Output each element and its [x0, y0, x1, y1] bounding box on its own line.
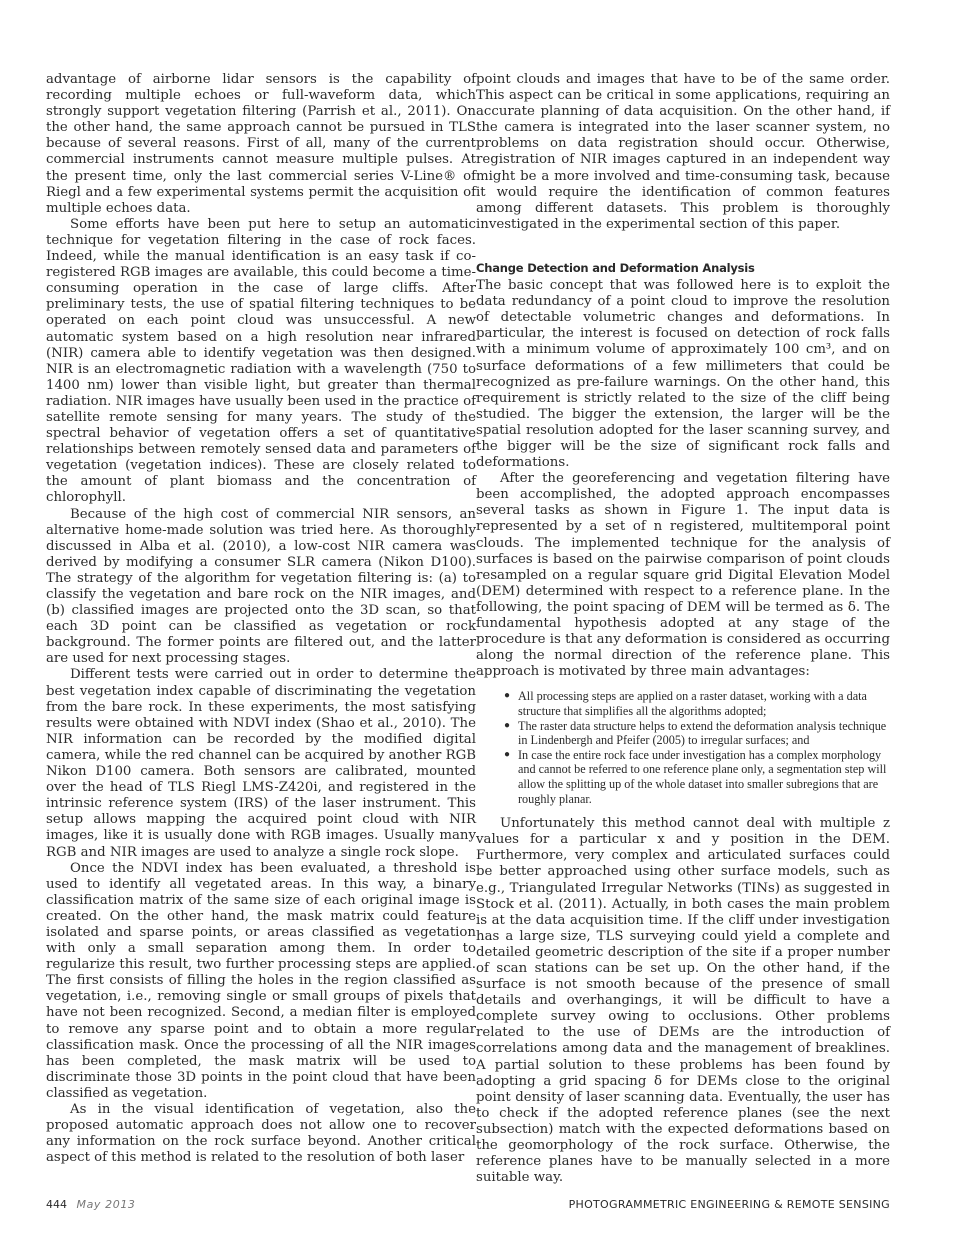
- paragraph: After the georeferencing and vegetation filtering have been accomplished, the adopted approach encompasses several tasks as shown in Figure 1. The input data is represented by a set of n registered, multitemporal point clouds. The implemented technique for the analysis of surfaces is based on the pairwise comparison of point clouds resampled on a regular square grid Digital Elevation Model (DEM) determined with respect to a reference plane. In the following, the point spacing of DEM will be termed as δ. The fundamental hypothesis adopted at any stage of the procedure is that any deformation is considered as occurring along the normal direction of the reference plane. This approach is motivated by three main advantages:: [476, 471, 890, 680]
- advantages-list: [504, 689, 890, 806]
- page-number: 444: [46, 1198, 67, 1211]
- right-column: [476, 72, 890, 1186]
- list-item: ● In case the entire rock face under investigation has a complex morphology and cannot be referred to one reference plane only, a segmentation step will allow the splitting up of the whole dataset into smaller subregions that are roughly planar.: [504, 748, 890, 806]
- paragraph: Some efforts have been put here to setup an automatic technique for vegetation filtering in the case of rock faces. Indeed, while the manual identification is an easy task if co-registered RGB images are available, this could become a time-consuming operation in the case of large cliffs. After preliminary tests, the use of spatial filtering techniques to be operated on each point cloud was unsuccessful. A new automatic system based on a high resolution near infrared (NIR) camera able to identify vegetation was then designed. NIR is an electromagnetic radiation with a wavelength (750 to 1400 nm) lower than visible light, but greater than thermal radiation. NIR images have usually been used in the practice of satellite remote sensing for many years. The study of the spectral behavior of vegetation offers a set of quantitative relationships between remotely sensed data and parameters of vegetation (vegetation indices). These are closely related to the amount of plant biomass and the concentration of chlorophyll.: [46, 216, 476, 506]
- paragraph: Once the NDVI index has been evaluated, a threshold is used to identify all vegetated areas. In this way, a binary classification matrix of the same size of each original image is created. On the other hand, the mask matrix could feature isolated and sparse points, or areas classified as vegetation with only a small separation among them. In order to regularize this result, two further processing steps are applied. The first consists of filling the holes in the region classified as vegetation, i.e., removing single or small groups of pixels that have not been recognized. Second, a median filter is employed to remove any sparse point and to obtain a more regular classification mask. Once the processing of all the NIR images has been completed, the mask matrix will be used to discriminate those 3D points in the point cloud that have been classified as vegetation.: [46, 860, 476, 1101]
- paragraph: As in the visual identification of vegetation, also the proposed automatic approach does not allow one to recover any information on the rock surface beyond. Another critical aspect of this method is related to the resolution of both laser: [46, 1102, 476, 1166]
- paragraph: Because of the high cost of commercial NIR sensors, an alternative home-made solution was tried here. As thoroughly discussed in Alba et al. (2010), a low-cost NIR camera was derived by modifying a consumer SLR camera (Nikon D100). The strategy of the algorithm for vegetation filtering is: (a) to classify the vegetation and bare rock on the NIR images, and (b) classified images are projected onto the 3D scan, so that each 3D point can be classified as vegetation or rock background. The former points are filtered out, and the latter are used for next processing stages.: [46, 506, 476, 667]
- list-item: ● The raster data structure helps to extend the deformation analysis technique in Lindenbergh and Pfeifer (2005) to irregular surfaces; and: [504, 719, 890, 748]
- section-heading: Change Detection and Deformation Analysis: [476, 260, 755, 275]
- paragraph: Different tests were carried out in order to determine the best vegetation index capable of discriminating the vegetation from the bare rock. In these experiments, the most satisfying results were obtained with NDVI index (Shao et al., 2010). The NIR information can be recorded by the modified digital camera, while the red channel can be acquired by another RGB Nikon D100 camera. Both sensors are calibrated, mounted over the head of TLS Riegl LMS-Z420i, and registered in the intrinsic reference system (IRS) of the laser instrument. This setup allows mapping the acquired point cloud with NIR images, like it is usually done with RGB images. Usually many RGB and NIR images are used to analyze a single rock slope.: [46, 667, 476, 860]
- page-footer-left: [46, 1198, 136, 1211]
- journal-name: PHOTOGRAMMETRIC ENGINEERING & REMOTE SENSING: [568, 1198, 890, 1211]
- left-column: [46, 72, 476, 1166]
- list-item: ● All processing steps are applied on a raster dataset, working with a data structure that simplifies all the algorithms adopted;: [504, 689, 890, 718]
- issue-date: May 2013: [76, 1198, 136, 1211]
- paragraph: advantage of airborne lidar sensors is the capability of recording multiple echoes or full-waveform data, which strongly support vegetation filtering (Parrish et al., 2011). On the other hand, the same approach cannot be pursued in TLS because of several reasons. First of all, many of the current commercial instruments cannot measure multiple pulses. At the present time, only the last commercial series V-Line® of Riegl and a few experimental systems permit the acquisition of multiple echoes data.: [46, 72, 476, 216]
- paragraph: The basic concept that was followed here is to exploit the data redundancy of a point cloud to improve the resolution of detectable volumetric changes and deformations. In particular, the interest is focused on detection of rock falls with a minimum volume of approximately 100 cm³, and on surface deformations of a few millimeters that could be recognized as pre-failure warnings. On the other hand, this requirement is strictly related to the size of the cliff being studied. The bigger the extension, the larger will be the spatial resolution adopted for the laser scanning survey, and the bigger will be the size of significant rock falls and deformations.: [476, 278, 890, 471]
- paragraph: point clouds and images that have to be of the same order. This aspect can be critical in some applications, requiring an accurate planning of data acquisition. On the other hand, if the camera is integrated into the laser scanner system, no problems on data registration should occur. Otherwise, registration of NIR images captured in an independent way might be a more involved and time-consuming task, because it would require the identification of common features among different datasets. This problem is thoroughly investigated in the experimental section of this paper.: [476, 72, 890, 232]
- paragraph: Unfortunately this method cannot deal with multiple z values for a particular x and y position in the DEM. Furthermore, very complex and articulated surfaces could be better approached using other surface models, such as e.g., Triangulated Irregular Networks (TINs) as suggested in Stock et al. (2011). Actually, in both cases the main problem is at the data acquisition time. If the cliff under investigation has a large size, TLS surveying could yield a complete and detailed geometric description of the site if a proper number of scan stations can be set up. On the other hand, if the surface is not smooth because of the presence of small details and overhangings, it will be difficult to have a complete survey owing to occlusions. Other problems related to the use of DEMs are the introduction of correlations among data and the management of breaklines. A partial solution to these problems has been found by adopting a grid spacing δ for DEMs close to the original point density of laser scanning data. Eventually, the user has to check if the adopted reference planes (see the next subsection) match with the expected deformations based on the geomorphology of the rock surface. Otherwise, the reference planes have to be manually selected in a more suitable way.: [476, 816, 890, 1186]
